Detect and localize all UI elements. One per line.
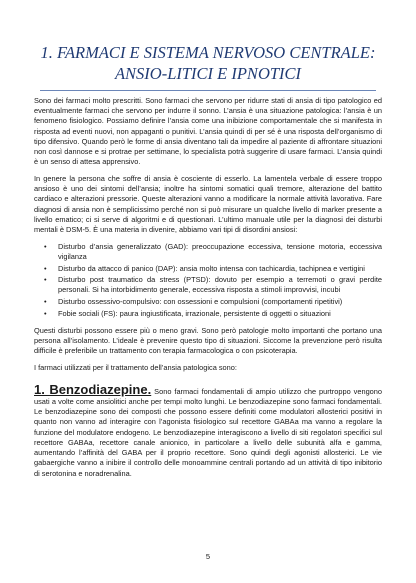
- page-body: [34, 96, 382, 485]
- list-item: • Disturbo d’ansia generalizzato (GAD): preoccupazione eccessiva, tensione motoria, eccessiva vigilanza: [34, 242, 382, 262]
- paragraph-intro: Sono dei farmaci molto prescritti. Sono farmaci che servono per ridurre stati di ansia di tipo patologico ed eventualmente farmaci che servono per indurre il sonno. L’ansia è una situazione patologica: l’ansia è un fenomeno fisiologico. Possiamo definire l’ansia come una inibizione comportamentale che si manifesta in risposta ad eventi nuovi, non appaganti o punitivi. L’ansia quindi di per sé è una risposta dell’organismo di tipo difensivo. Quando però le forme di ansia diventano tali da impedire al paziente di affrontare situazioni non così dannose e si protrae per settimane, lo specialista potrà suggerire di usare farmaci. L’ansia quindi è un senso di attesa apprensivo.: [34, 96, 382, 167]
- list-item: • Fobie sociali (FS): paura ingiustificata, irrazionale, persistente di oggetti o situazioni: [34, 309, 382, 319]
- paragraph-severity: Questi disturbi possono essere più o meno gravi. Sono però patologie molto importanti che portano una persona all’isolamento. L’ideale è prevenire questo tipo di situazioni. Siccome la prevenzione però risulta difficile è preferibile un trattamento con terapia farmacologica o con psicoterapia.: [34, 325, 382, 355]
- list-item: • Disturbo ossessivo-compulsivo: con ossessioni e compulsioni (comportamenti ripetitivi): [34, 297, 382, 307]
- list-item: • Disturbo da attacco di panico (DAP): ansia molto intensa con tachicardia, tachipnea e vertigini: [34, 264, 382, 274]
- section-text: Sono farmaci fondamentali di ampio utilizzo che purtroppo vengono usati a volte come ansiolitici anche per tempi molto lunghi. Le benzodiazepine sono farmaci fondamentali. Le benzodiazepine sono dei composti che possono essere definiti come modulatori allosterici positivi in quanto non vanno ad interagire con l’agonista fisiologico sul recettore GABAa ma vanno a regolare la funzione del modulatore endogeno. Le benzodiazepine interagiscono a livello di siti regolatori specifici sul recettore GABAa, recettore canale anionico, in particolare a livello delle subunità alfa e gamma, aumentando l’affinità del GABA per il proprio recettore. Sono quindi degli agonisti allosterici. Le vie gabaergiche vanno a inibire il controllo delle monoammine centrali portando ad un attività di tipo inibitorio di serotonina e noradrenalina.: [34, 386, 383, 478]
- chapter-title-block: [40, 42, 376, 91]
- section-heading: 1. Benzodiazepine.: [34, 381, 152, 397]
- title-underline: [40, 90, 376, 91]
- anxiety-disorder-list: [34, 242, 382, 319]
- chapter-title: 1. FARMACI E SISTEMA NERVOSO CENTRALE: ANSIO-LITICI E IPNOTICI: [40, 43, 376, 83]
- page-number: 5: [205, 552, 211, 561]
- section-benzodiazepine: [34, 383, 382, 479]
- list-item: • Disturbo post traumatico da stress (PTSD): dovuto per esempio a terremoti o gravi perdite personali. Si ha intorbidimento generale, eccessiva risposta a stimoli improvvisi, incubi: [34, 275, 382, 295]
- paragraph-symptoms: In genere la persona che soffre di ansia è cosciente di esserlo. La lamentela verbale di essere troppo ansioso è uno dei sintomi dell’ansia; inoltre ha sintomi somatici quali tremore, alterazione del battito cardiaco e alterazioni pressorie. Queste alterazioni vanno a modificare la normale attività lavorativa. Fare diagnosi di ansia non è semplicissimo perché non si può misurare un qualche livello di marker presente a livello ematico; ci si serve di algoritmi e di questionari. L’ultimo manuale utile per la diagnosi dei disturbi mentali è DSM-5. È una materia in divenire, abbiamo vari tipi di disordini ansiosi:: [34, 173, 382, 234]
- paragraph-drugs-intro: I farmaci utilizzati per il trattamento dell’ansia patologica sono:: [34, 362, 237, 372]
